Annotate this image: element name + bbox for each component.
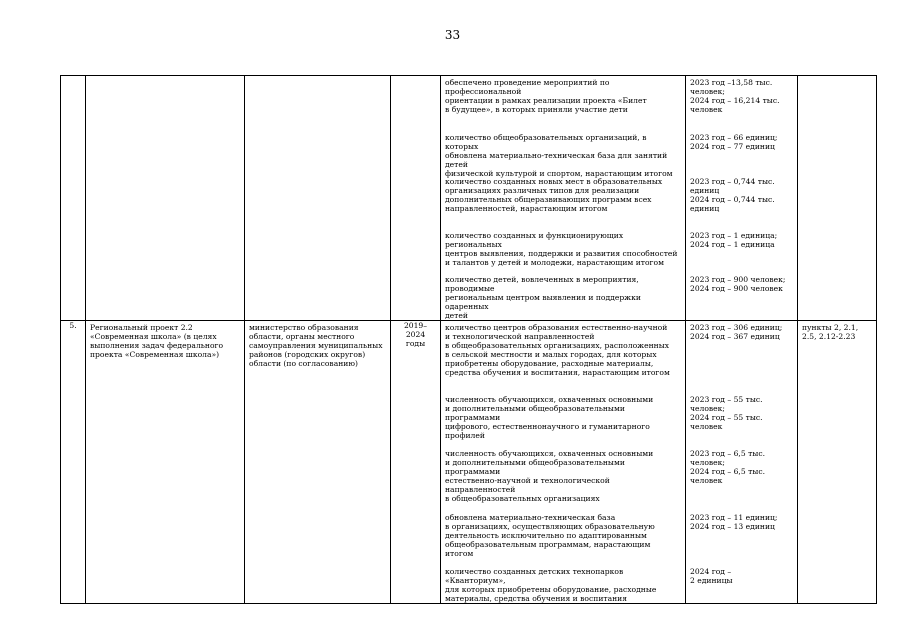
table-row-5 [61, 321, 877, 604]
indicator-text: количество созданных новых мест в образовательных организациях различных типов для реализации дополнительных общеразвивающих программ всех направленностей, нарастающим итогом [445, 177, 663, 213]
indicator-value: 2024 год – 2 единицы [690, 567, 733, 585]
implementation-years: 2019– 2024 годы [391, 321, 441, 604]
indicator-value: 2023 год – 0,744 тыс. единиц 2024 год – 0,744 тыс. единиц [690, 177, 775, 213]
indicator-value: 2023 год – 1 единица; 2024 год – 1 единица [690, 231, 778, 249]
indicator-text: количество центров образования естественно-научной и технологической направленностей в общеобразовательных организациях, расположенных в сельской местности и малых городах, для которых приобретены оборудование, расходные материалы, средства обучения и воспитания, нарастающим итогом [445, 323, 670, 377]
executors: министерство образования области, органы местного самоуправления муниципальных районов (городских округов) области (по согласованию) [249, 323, 383, 368]
cell-number-empty [61, 76, 86, 321]
indicator-value: 2023 год –13,58 тыс. человек; 2024 год – 16,214 тыс. человек [690, 78, 780, 114]
page-number: 33 [444, 28, 461, 42]
cell-project [86, 321, 245, 604]
row-number: 5. [61, 321, 86, 604]
indicator-text: количество детей, вовлеченных в мероприятия, проводимые региональным центром выявления и поддержки одаренных детей [445, 275, 641, 320]
cell-values [686, 321, 798, 604]
indicator-text: количество созданных детских технопарков «Кванториум», для которых приобретены оборудование, расходные материалы, средства обучения и воспитания [445, 567, 657, 603]
indicator-value: 2023 год – 11 единиц; 2024 год – 13 единиц [690, 513, 778, 531]
indicator-text: численность обучающихся, охваченных основными и дополнительными общеобразовательными программами естественно-научной и технологической направленностей в общеобразовательных организациях [445, 449, 654, 503]
cell-executors [245, 321, 391, 604]
cell-values [686, 76, 798, 321]
task-points: пункты 2, 2.1, 2.5, 2.12-2.23 [802, 323, 859, 341]
indicator-value: 2023 год – 306 единиц; 2024 год – 367 единиц [690, 323, 783, 341]
cell-indicators [441, 321, 686, 604]
indicator-value: 2023 год – 55 тыс. человек; 2024 год – 55 тыс. человек [690, 395, 763, 431]
cell-points-empty [798, 76, 877, 321]
indicator-text: численность обучающихся, охваченных основными и дополнительными общеобразовательными программами цифрового, естественнонаучного и гуманитарного профилей [445, 395, 654, 440]
indicator-value: 2023 год – 900 человек; 2024 год – 900 человек [690, 275, 786, 293]
indicator-value: 2023 год – 6,5 тыс. человек; 2024 год – 6,5 тыс. человек [690, 449, 765, 485]
cell-points [798, 321, 877, 604]
indicator-value: 2023 год – 66 единиц; 2024 год – 77 единиц [690, 133, 778, 151]
cell-executors-empty [245, 76, 391, 321]
cell-years-empty [391, 76, 441, 321]
indicator-text: количество созданных и функционирующих региональных центров выявления, поддержки и развития способностей и талантов у детей и молодежи, нарастающим итогом [445, 231, 678, 267]
program-table [60, 75, 877, 604]
cell-project-empty [86, 76, 245, 321]
indicator-text: обновлена материально-техническая база в организациях, осуществляющих образовательную деятельность исключительно по адаптированным общеобразовательным программам, нарастающим итогом [445, 513, 655, 558]
project-name: Региональный проект 2.2 «Современная школа» (в целях выполнения задач федерального проекта «Современная школа») [90, 323, 224, 359]
table-row-continued [61, 76, 877, 321]
indicator-text: обеспечено проведение мероприятий по профессиональной ориентации в рамках реализации проекта «Билет в будущее», в которых приняли участие дети [445, 78, 647, 114]
indicator-text: количество общеобразовательных организаций, в которых обновлена материально-техническая база для занятий детей физической культурой и спортом, нарастающим итогом [445, 133, 673, 178]
cell-indicators [441, 76, 686, 321]
